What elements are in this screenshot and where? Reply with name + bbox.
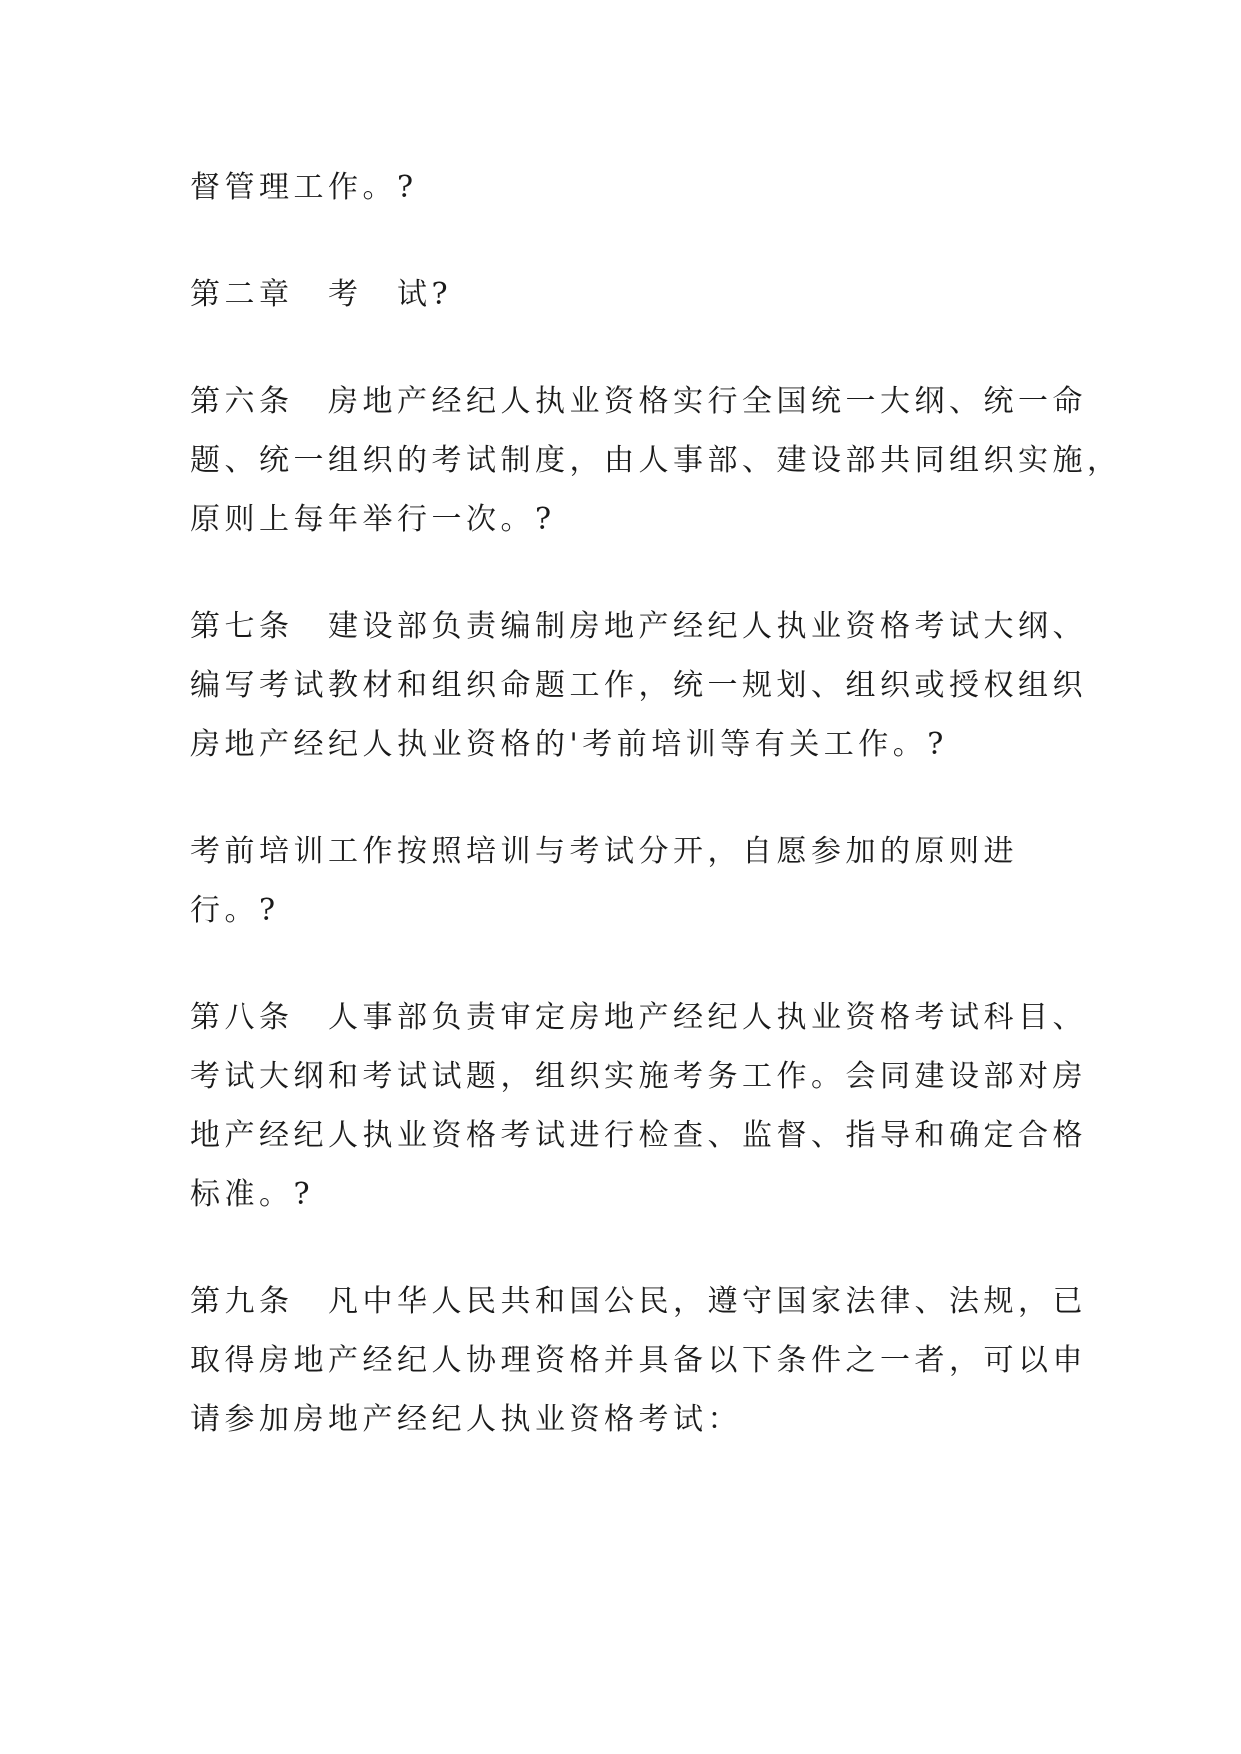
text-line: 请参加房地产经纪人执业资格考试： [190, 1402, 742, 1437]
chapter-heading [190, 265, 1055, 324]
text-line: 原则上每年举行一次。? [190, 502, 556, 537]
text-line: 第二章 考 试? [190, 277, 453, 312]
text-line: 考前培训工作按照培训与考试分开，自愿参加的原则进 [190, 834, 1018, 869]
text-line: 房地产经纪人执业资格的'考前培训等有关工作。? [190, 727, 948, 762]
text-line: 地产经纪人执业资格考试进行检查、监督、指导和确定合格 [190, 1118, 1087, 1153]
text-line: 行。? [190, 893, 280, 928]
training-note [190, 822, 1055, 940]
document-body [190, 158, 1122, 1497]
text-line: 题、统一组织的考试制度，由人事部、建设部共同组织实施， [190, 443, 1122, 478]
text-line: 取得房地产经纪人协理资格并具备以下条件之一者，可以申 [190, 1343, 1087, 1378]
text-line: 督管理工作。? [190, 170, 418, 205]
text-line: 第六条 房地产经纪人执业资格实行全国统一大纲、统一命 [190, 384, 1087, 419]
article-7 [190, 597, 1087, 774]
text-line: 第九条 凡中华人民共和国公民，遵守国家法律、法规，已 [190, 1284, 1087, 1319]
text-line: 第八条 人事部负责审定房地产经纪人执业资格考试科目、 [190, 1000, 1087, 1035]
paragraph-1 [190, 158, 1055, 217]
text-line: 编写考试教材和组织命题工作，统一规划、组织或授权组织 [190, 668, 1087, 703]
article-8 [190, 988, 1087, 1224]
text-line: 第七条 建设部负责编制房地产经纪人执业资格考试大纲、 [190, 609, 1087, 644]
article-9 [190, 1272, 1087, 1449]
article-6 [190, 372, 1122, 549]
text-line: 考试大纲和考试试题，组织实施考务工作。会同建设部对房 [190, 1059, 1087, 1094]
text-line: 标准。? [190, 1177, 315, 1212]
